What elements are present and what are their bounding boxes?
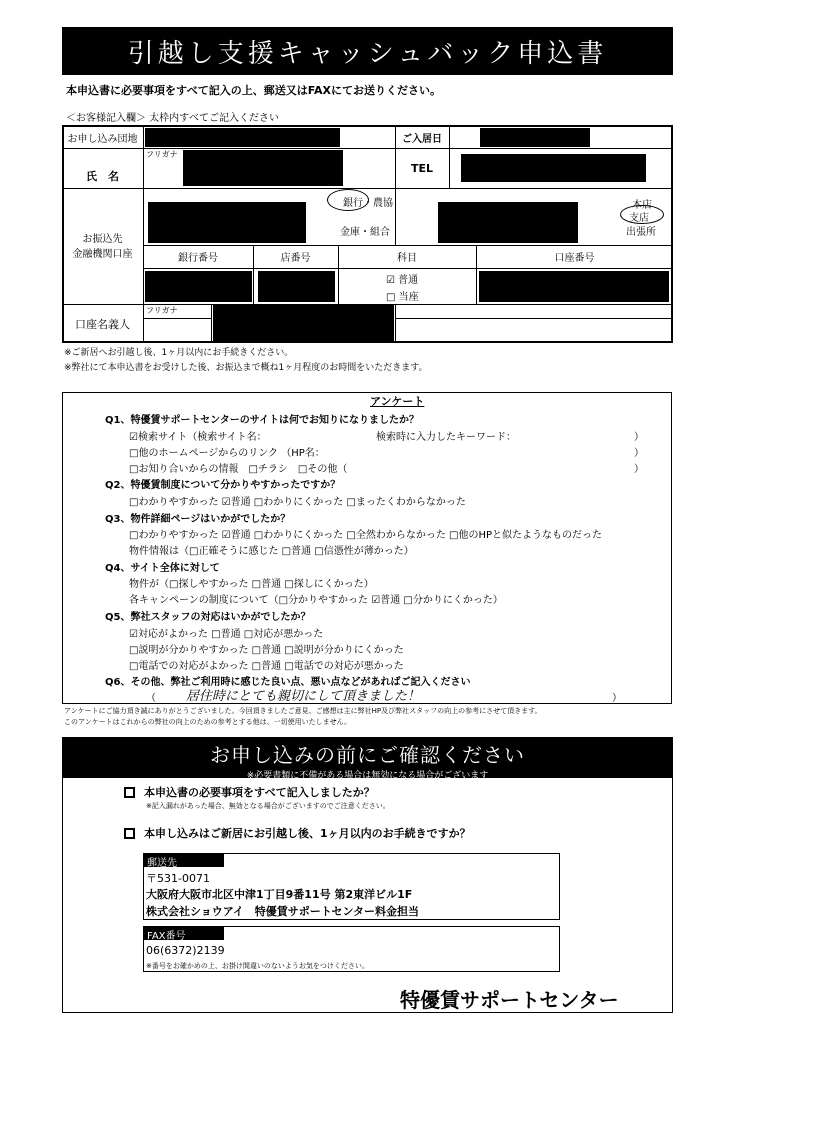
- q5-question: Q5、弊社スタッフの対応はいかがでしたか？: [105, 612, 311, 623]
- bank-type-top: 銀行・農協: [343, 198, 393, 209]
- q5-answer-2: □説明が分かりやすかった □普通 □説明が分かりにくかった: [129, 645, 404, 656]
- bank-circle-mark: [327, 189, 369, 211]
- tel-label: TEL: [410, 162, 434, 175]
- col-account-type: 科目: [397, 253, 417, 264]
- col-bank-number: 銀行番号: [178, 253, 218, 264]
- mail-postal: 〒531-0071: [146, 872, 210, 885]
- q1-paren-2: ）: [634, 448, 644, 459]
- group-label: お申し込み団地: [67, 133, 138, 145]
- redacted-move-in: [480, 128, 590, 147]
- branch-branch: 支店: [629, 213, 649, 224]
- account-ordinary: ☑ 普通: [386, 275, 419, 286]
- note-1: ※ご新居へお引越し後、1ヶ月以内にお手続きください。: [64, 348, 294, 358]
- note-2: ※弊社にて本申込書をお受けした後、お振込まで概ね1ヶ月程度のお時間をいただきます。: [64, 363, 428, 373]
- branch-circle-mark: [620, 205, 664, 224]
- instructions: 本申込書に必要事項をすべて記入の上、郵送又はFAXにてお送りください。: [66, 84, 442, 97]
- section-label: ＜お客様記入欄＞ 太枠内すべてご記入ください: [66, 113, 279, 124]
- redacted-group: [145, 128, 340, 147]
- q3-answer-1: □わかりやすかった ☑普通 □わかりにくかった □全然わからなかった □他のHPと似たようなものだった: [129, 530, 603, 541]
- furigana-label: フリガナ: [146, 150, 178, 159]
- holder-furigana: フリガナ: [146, 306, 178, 315]
- col-account-number: 口座番号: [554, 253, 595, 264]
- name-label: 氏 名: [86, 170, 119, 183]
- redacted-tel: [461, 154, 646, 182]
- survey-note-1: アンケートにご協力頂き誠にありがとうございました。今回頂きましたご意見、ご感想は主に弊社HP及び弊社スタッフの向上の参考にさせて頂きます。: [64, 707, 542, 715]
- survey-note-2: このアンケートはこれからの弊社の向上のための参考とする他は、一切使用いたしません。: [64, 718, 351, 726]
- q2-answer: □わかりやすかった ☑普通 □わかりにくかった □まったくわからなかった: [129, 497, 466, 508]
- check1-text: 本申込書の必要事項をすべて記入しましたか？: [144, 786, 375, 799]
- q6-handwritten-answer: 居住時にとても親切にして頂きました！: [186, 689, 421, 704]
- q1-answer-1: ☑検索サイト（検索サイト名：: [129, 432, 267, 443]
- mail-recipient: 株式会社ショウアイ 特優賃サポートセンター料金担当: [146, 905, 420, 918]
- holder-label: 口座名義人: [75, 318, 130, 331]
- q3-question: Q3、物件詳細ページはいかがでしたか？: [105, 514, 291, 525]
- q1-paren-3: ）: [634, 464, 644, 475]
- branch-office: 出張所: [626, 227, 656, 238]
- q1-answer-1b: 検索時に入力したキーワード：: [376, 432, 516, 443]
- col-branch-number: 店番号: [280, 253, 311, 264]
- q4-answer-2: 各キャンペーンの制度について（□分かりやすかった ☑普通 □分かりにくかった）: [129, 595, 503, 606]
- check1-note: ※記入漏れがあった場合、無効となる場合がございますのでご注意ください。: [146, 802, 390, 810]
- redacted-holder: [213, 305, 394, 342]
- redacted-bank-number: [145, 271, 252, 302]
- check2-text: 本申し込みはご新居にお引越し後、1ヶ月以内のお手続きですか？: [144, 827, 471, 840]
- bank-label: お振込先 金融機関口座: [72, 233, 133, 260]
- redacted-bank: [148, 202, 306, 243]
- q1-answer-3: □お知り合いからの情報 □チラシ □その他（: [129, 464, 348, 475]
- confirm-subtitle: ※必要書類に不備がある場合は無効になる場合がございます: [246, 771, 489, 781]
- fax-note: ※番号をお確かめの上、お掛け間違いのないようお気をつけください。: [146, 962, 369, 970]
- q4-question: Q4、サイト全体に対して: [105, 563, 220, 574]
- q5-answer-3: □電話での対応がよかった □普通 □電話での対応が悪かった: [129, 661, 404, 672]
- page-title: 引越し支援キャッシュバック申込書: [62, 27, 673, 75]
- mail-address: 大阪府大阪市北区中津1丁目9番11号 第2東洋ビル1F: [146, 888, 413, 901]
- confirm-header: [62, 737, 673, 781]
- move-in-label: ご入居日: [402, 133, 442, 145]
- check2-checkbox[interactable]: [124, 828, 135, 839]
- q1-question: Q1、特優賃サポートセンターのサイトは何でお知りになりましたか？: [105, 415, 420, 426]
- q1-answer-2: □他のホームページからのリンク （HP名：: [129, 448, 325, 459]
- q5-answer-1: ☑対応がよかった □普通 □対応が悪かった: [129, 629, 324, 640]
- redacted-account-number: [479, 271, 669, 302]
- q6-question: Q6、その他、弊社ご利用時に感じた良い点、悪い点などがあればご記入ください: [105, 677, 471, 688]
- bank-type-bottom: 金庫・組合: [340, 227, 390, 238]
- q4-answer-1: 物件が（□探しやすかった □普通 □探しにくかった）: [129, 579, 374, 590]
- mail-label: 郵送先: [144, 854, 224, 867]
- confirm-title: お申し込みの前にご確認ください: [210, 743, 525, 767]
- q6-paren-close: ）: [612, 693, 622, 704]
- check1-checkbox[interactable]: [124, 787, 135, 798]
- branch-main: 本店: [632, 200, 652, 211]
- account-current: □ 当座: [386, 292, 419, 303]
- q6-paren-open: （: [146, 693, 156, 704]
- q1-paren-1: ）: [634, 432, 644, 443]
- footer-brand: 特優賃サポートセンター: [400, 988, 619, 1012]
- redacted-branch: [438, 202, 578, 243]
- redacted-name: [183, 150, 343, 186]
- survey-title: アンケート: [370, 395, 425, 408]
- q3-answer-2: 物件情報は（□正確そうに感じた □普通 □信憑性が薄かった）: [129, 546, 414, 557]
- q2-question: Q2、特優賃制度について分かりやすかったですか？: [105, 480, 341, 491]
- redacted-branch-number: [258, 271, 335, 302]
- fax-number: 06(6372)2139: [146, 944, 225, 957]
- fax-label: FAX番号: [144, 927, 224, 940]
